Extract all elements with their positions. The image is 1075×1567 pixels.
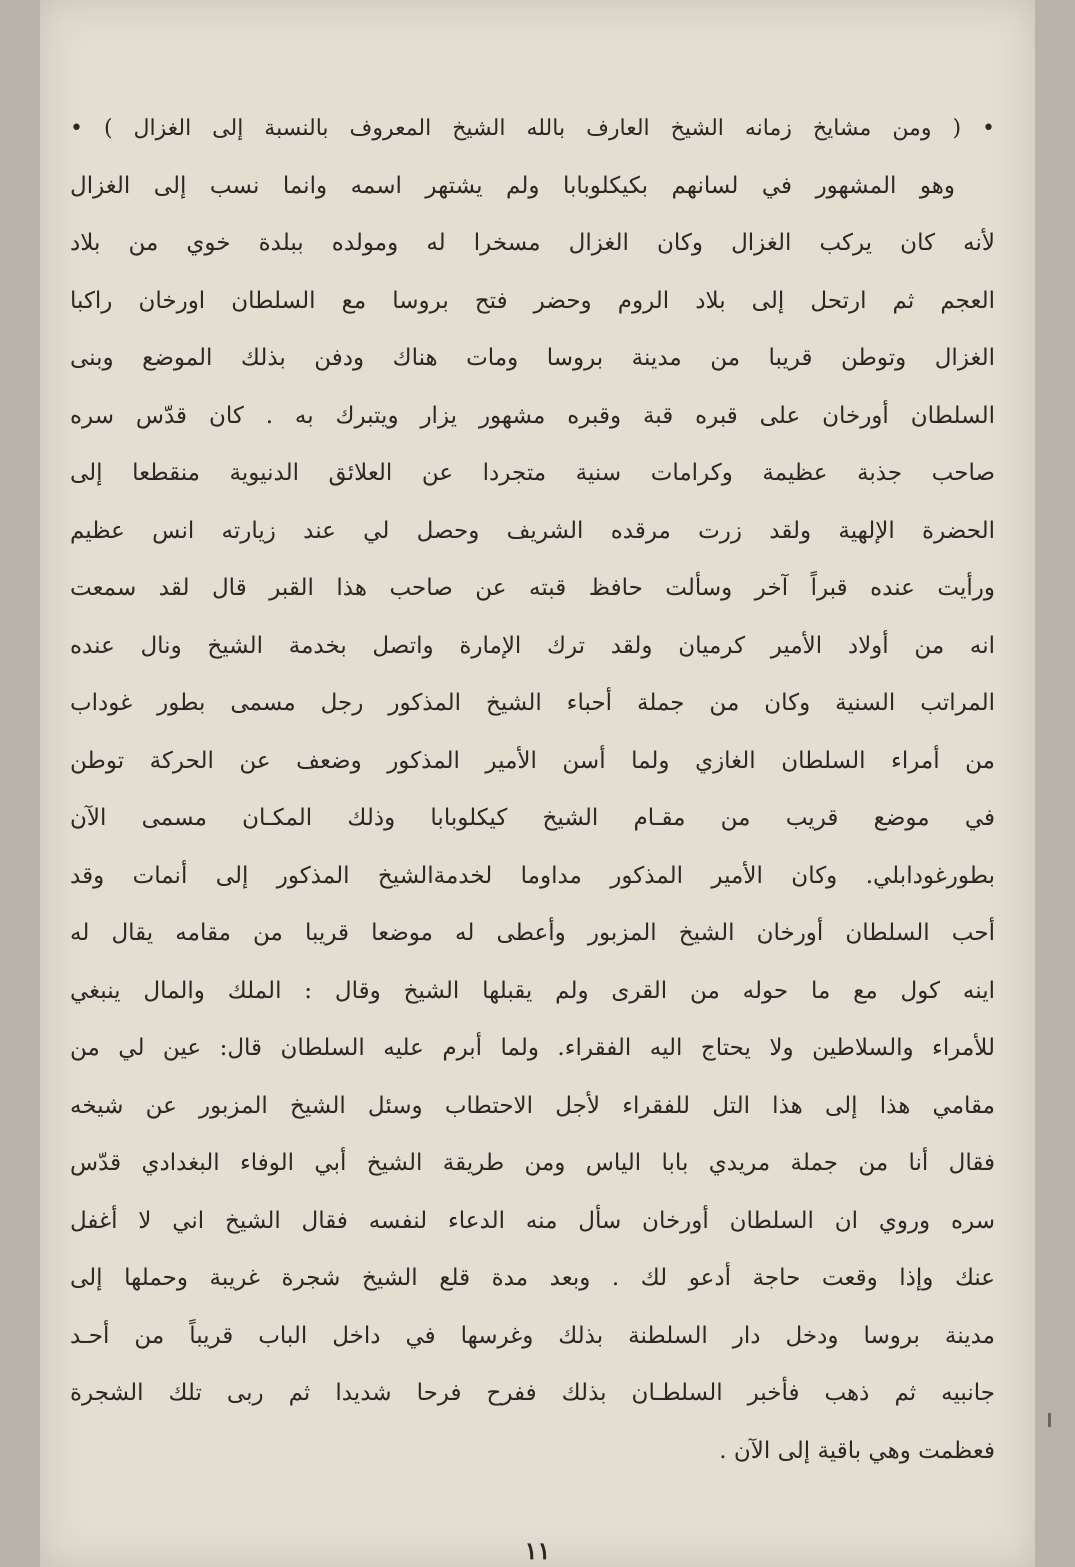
text-line-6: صاحب جذبة عظيمة وكرامات سنية متجردا عن العلائق الدنيوية منقطعا إلى <box>70 460 995 486</box>
text-line-16: للأمراء والسلاطين ولا يحتاج اليه الفقراء. ولما أبرم عليه السلطان قال: عين لي من <box>70 1035 995 1061</box>
scan-edge-mark <box>1048 1413 1051 1427</box>
text-line-2: لأنه كان يركب الغزال وكان الغزال مسخرا له ومولده ببلدة خوي من بلاد <box>70 230 995 256</box>
text-line-19: سره وروي ان السلطان أورخان سأل منه الدعاء لنفسه فقال الشيخ اني لا أغفل <box>70 1207 995 1234</box>
text-line-5: السلطان أورخان على قبره قبة وقبره مشهور يزار ويتبرك به . كان قدّس سره <box>70 402 995 429</box>
text-line-1: وهو المشهور في لسانهم بكيكلوبابا ولم يشتهر اسمه وانما نسب إلى الغزال <box>70 172 955 199</box>
body-text <box>70 100 995 1480</box>
text-line-13: بطورغودابلي. وكان الأمير المذكور مداوما لخدمةالشيخ المذكور إلى أنمات وقد <box>70 862 995 889</box>
text-line-18: فقال أنا من جملة مريدي بابا الياس ومن طريقة الشيخ أبي الوفاء البغدادي قدّس <box>70 1150 995 1176</box>
book-page <box>40 0 1035 1567</box>
text-line-8: ورأيت عنده قبراً آخر وسألت حافظ قبته عن صاحب هذا القبر قال لقد سمعت <box>70 575 995 601</box>
text-line-4: الغزال وتوطن قريبا من مدينة بروسا ومات هناك ودفن بذلك الموضع وبنى <box>70 345 995 371</box>
text-line-17: مقامي هذا إلى هذا التل للفقراء لأجل الاحتطاب وسئل الشيخ المزبور عن شيخه <box>70 1092 995 1119</box>
text-line-12: في موضع قريب من مقـام الشيخ كيكلوبابا وذلك المكـان مسمى الآن <box>70 805 995 831</box>
text-line-20: عنك وإذا وقعت حاجة أدعو لك . وبعد مدة قلع الشيخ شجرة غريبة وحملها إلى <box>70 1265 995 1291</box>
text-line-3: العجم ثم ارتحل إلى بلاد الروم وحضر فتح بروسا مع السلطان اورخان راكبا <box>70 287 995 314</box>
text-line-10: المراتب السنية وكان من جملة أحباء الشيخ المذكور رجل مسمى بطور غوداب <box>70 690 995 716</box>
text-line-15: اينه كول مع ما حوله من القرى ولم يقبلها الشيخ وقال : الملك والمال ينبغي <box>70 977 995 1004</box>
text-line-11: من أمراء السلطان الغازي ولما أسن الأمير المذكور وضعف عن الحركة توطن <box>70 747 995 774</box>
text-line-9: انه من أولاد الأمير كرميان ولقد ترك الإمارة واتصل بخدمة الشيخ ونال عنده <box>70 632 995 659</box>
text-line-14: أحب السلطان أورخان الشيخ المزبور وأعطى له موضعا قريبا من مقامه يقال له <box>70 920 995 946</box>
page-number: ١١ <box>524 1536 551 1565</box>
text-line-23: فعظمت وهي باقية إلى الآن . <box>719 1437 995 1464</box>
section-heading: • ( ومن مشايخ زمانه الشيخ العارف بالله الشيخ المعروف بالنسبة إلى الغزال ) • <box>70 116 995 141</box>
text-line-22: جانبيه ثم ذهب فأخبر السلطـان بذلك ففرح فرحا شديدا ثم ربى تلك الشجرة <box>70 1380 995 1406</box>
text-line-21: مدينة بروسا ودخل دار السلطنة بذلك وغرسها في داخل الباب قريباً من أحـد <box>70 1322 995 1349</box>
text-line-7: الحضرة الإلهية ولقد زرت مرقده الشريف وحصل لي عند زيارته انس عظيم <box>70 517 995 544</box>
